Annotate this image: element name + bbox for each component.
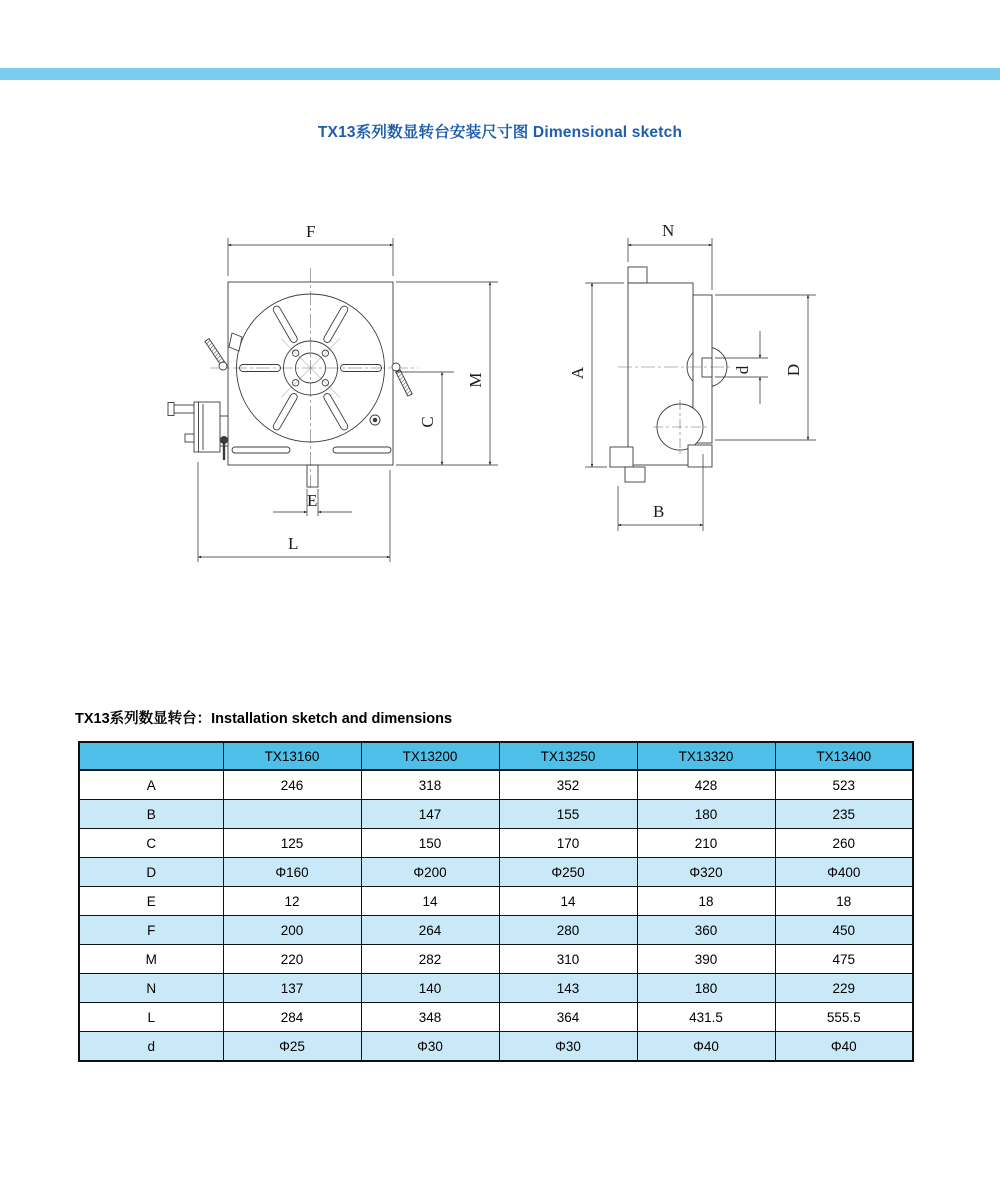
value-cell: 18 bbox=[637, 887, 775, 916]
value-cell bbox=[223, 800, 361, 829]
value-cell: 155 bbox=[499, 800, 637, 829]
value-cell: 200 bbox=[223, 916, 361, 945]
dim-label-M: M bbox=[466, 372, 485, 388]
value-cell: 150 bbox=[361, 829, 499, 858]
row-label: E bbox=[79, 887, 223, 916]
value-cell: 220 bbox=[223, 945, 361, 974]
value-cell: Φ30 bbox=[361, 1032, 499, 1062]
handwheel bbox=[168, 402, 228, 452]
table-row bbox=[79, 887, 913, 916]
table-row bbox=[79, 1032, 913, 1062]
value-cell: Φ40 bbox=[637, 1032, 775, 1062]
value-cell: 523 bbox=[775, 770, 913, 800]
dim-label-A: A bbox=[568, 366, 587, 380]
table-row bbox=[79, 770, 913, 800]
column-header: TX13160 bbox=[223, 742, 361, 770]
value-cell: 235 bbox=[775, 800, 913, 829]
value-cell: 264 bbox=[361, 916, 499, 945]
dim-label-E: E bbox=[307, 491, 318, 510]
dim-label-D: D bbox=[784, 363, 803, 377]
dim-label-d: d bbox=[733, 365, 752, 375]
dimension-table bbox=[78, 741, 914, 1062]
value-cell: 475 bbox=[775, 945, 913, 974]
value-cell: Φ400 bbox=[775, 858, 913, 887]
row-label: N bbox=[79, 974, 223, 1003]
row-label: C bbox=[79, 829, 223, 858]
value-cell: 170 bbox=[499, 829, 637, 858]
row-label: A bbox=[79, 770, 223, 800]
value-cell: 140 bbox=[361, 974, 499, 1003]
row-label: M bbox=[79, 945, 223, 974]
value-cell: Φ30 bbox=[499, 1032, 637, 1062]
value-cell: 180 bbox=[637, 800, 775, 829]
column-header: TX13320 bbox=[637, 742, 775, 770]
column-header: TX13400 bbox=[775, 742, 913, 770]
table-caption: TX13系列数显转台：Installation sketch and dimensions bbox=[75, 711, 453, 727]
dim-label-C: C bbox=[418, 416, 437, 428]
side-view-drawing bbox=[560, 210, 860, 540]
value-cell: 284 bbox=[223, 1003, 361, 1032]
value-cell: 282 bbox=[361, 945, 499, 974]
value-cell: 14 bbox=[499, 887, 637, 916]
column-header: TX13250 bbox=[499, 742, 637, 770]
value-cell: 360 bbox=[637, 916, 775, 945]
dim-label-F: F bbox=[306, 222, 316, 241]
row-label: F bbox=[79, 916, 223, 945]
table-row bbox=[79, 1003, 913, 1032]
value-cell: 450 bbox=[775, 916, 913, 945]
front-view-drawing bbox=[160, 212, 530, 582]
value-cell: 246 bbox=[223, 770, 361, 800]
table-row bbox=[79, 858, 913, 887]
table-row bbox=[79, 829, 913, 858]
page-title: TX13系列数显转台安装尺寸图 Dimensional sketch bbox=[317, 124, 683, 141]
value-cell: 180 bbox=[637, 974, 775, 1003]
table-row bbox=[79, 800, 913, 829]
dim-label-N: N bbox=[662, 221, 675, 240]
value-cell: 210 bbox=[637, 829, 775, 858]
value-cell: Φ250 bbox=[499, 858, 637, 887]
value-cell: 348 bbox=[361, 1003, 499, 1032]
value-cell: 428 bbox=[637, 770, 775, 800]
value-cell: 431.5 bbox=[637, 1003, 775, 1032]
table-row bbox=[79, 916, 913, 945]
value-cell: 555.5 bbox=[775, 1003, 913, 1032]
header-row bbox=[79, 742, 913, 770]
value-cell: 14 bbox=[361, 887, 499, 916]
column-header: TX13200 bbox=[361, 742, 499, 770]
table-row bbox=[79, 974, 913, 1003]
value-cell: 18 bbox=[775, 887, 913, 916]
row-label: d bbox=[79, 1032, 223, 1062]
value-cell: 229 bbox=[775, 974, 913, 1003]
value-cell: 352 bbox=[499, 770, 637, 800]
value-cell: Φ200 bbox=[361, 858, 499, 887]
dim-label-L: L bbox=[288, 534, 299, 553]
value-cell: 137 bbox=[223, 974, 361, 1003]
row-label: D bbox=[79, 858, 223, 887]
value-cell: 125 bbox=[223, 829, 361, 858]
dim-label-B: B bbox=[653, 502, 665, 521]
value-cell: 260 bbox=[775, 829, 913, 858]
row-label: B bbox=[79, 800, 223, 829]
value-cell: 390 bbox=[637, 945, 775, 974]
value-cell: Φ40 bbox=[775, 1032, 913, 1062]
value-cell: 143 bbox=[499, 974, 637, 1003]
row-label: L bbox=[79, 1003, 223, 1032]
value-cell: 280 bbox=[499, 916, 637, 945]
value-cell: 12 bbox=[223, 887, 361, 916]
value-cell: 364 bbox=[499, 1003, 637, 1032]
corner-cell bbox=[79, 742, 223, 770]
value-cell: 318 bbox=[361, 770, 499, 800]
value-cell: Φ160 bbox=[223, 858, 361, 887]
value-cell: 310 bbox=[499, 945, 637, 974]
top-accent-bar bbox=[0, 68, 1000, 80]
table-row bbox=[79, 945, 913, 974]
value-cell: 147 bbox=[361, 800, 499, 829]
value-cell: Φ25 bbox=[223, 1032, 361, 1062]
value-cell: Φ320 bbox=[637, 858, 775, 887]
